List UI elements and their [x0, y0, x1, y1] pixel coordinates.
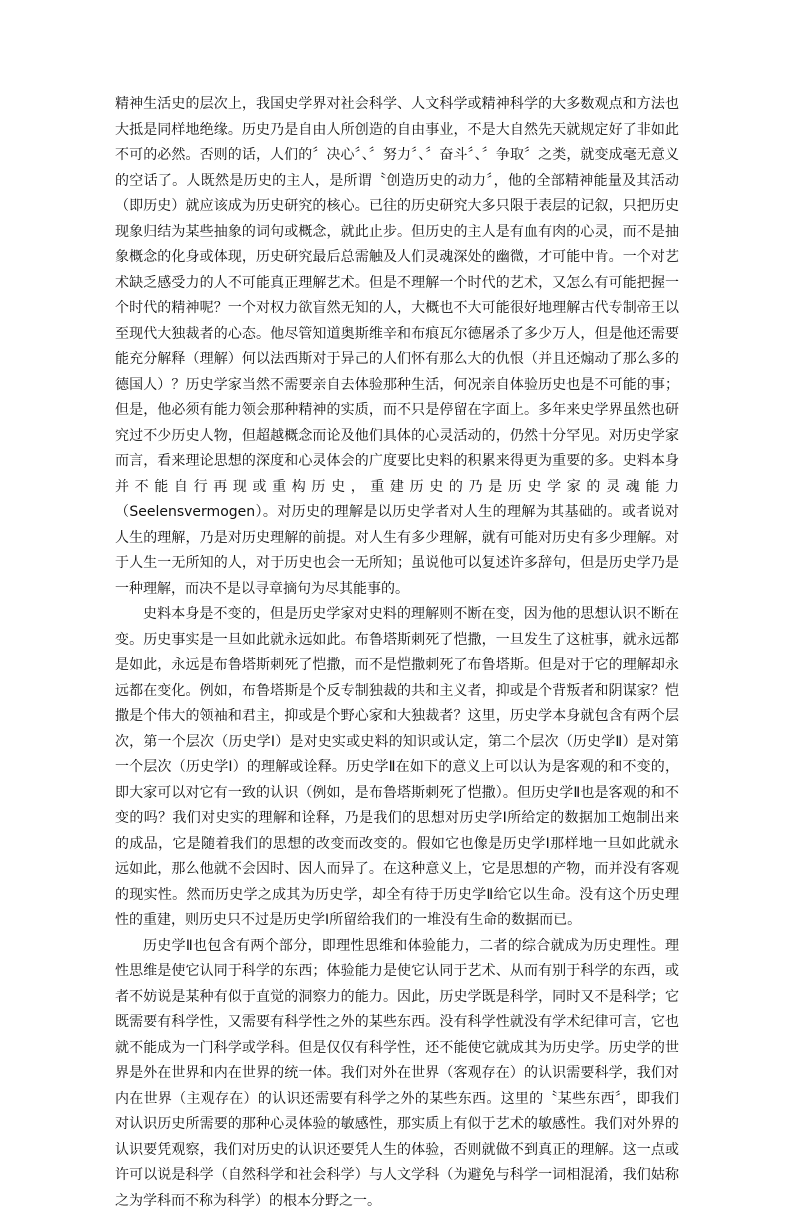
paragraph-2: 史料本身是不变的，但是历史学家对史料的理解则不断在变，因为他的思想认识不断在变。历史事实是一旦如此就永远如此。布鲁塔斯刺死了恺撒，一旦发生了这桩事，就永远都是如此，永远是布鲁塔斯刺死了恺撒，而不是恺撒刺死了布鲁塔斯。但是对于它的理解却永远都在变化。例如，布鲁塔斯是个反专制独裁的共和主义者，抑或是个背叛者和阴谋家？恺撒是个伟大的领袖和君主，抑或是个野心家和大独裁者？这里，历史学本身就包含有两个层次，第一个层次（历史学Ⅰ）是对史实或史料的知识或认定，第二个层次（历史学Ⅱ）是对第一个层次（历史学Ⅰ）的理解或诠释。历史学Ⅱ在如下的意义上可以认为是客观的和不变的，即大家可以对它有一致的认识（例如，是布鲁塔斯刺死了恺撒）。但历史学Ⅱ也是客观的和不变的吗？我们对史实的理解和诠释，乃是我们的思想对历史学Ⅰ所给定的数据加工炮制出来的成品，它是随着我们的思想的改变而改变的。假如它也像是历史学Ⅰ那样地一旦如此就永远如此，那么他就不会因时、因人而异了。在这种意义上，它是思想的产物，而并没有客观的现实性。然而历史学之成其为历史学，却全有待于历史学Ⅱ给它以生命。没有这个历史理性的重建，则历史只不过是历史学Ⅰ所留给我们的一堆没有生命的数据而已。	[115, 602, 679, 934]
paragraph-1: 精神生活史的层次上，我国史学界对社会科学、人文科学或精神科学的大多数观点和方法也大抵是同样地绝缘。历史乃是自由人所创造的自由事业，不是大自然先天就规定好了非如此不可的必然。否则的话，人们的〞决心〞、〞努力〞、〞奋斗〞、〞争取〞之类，就变成毫无意义的空话了。人既然是历史的主人，是所谓〝创造历史的动力〞，他的全部精神能量及其活动（即历史）就应该成为历史研究的核心。已往的历史研究大多只限于表层的记叙，只把历史现象归结为某些抽象的词句或概念，就此止步。但历史的主人是有血有肉的心灵，而不是抽象概念的化身或体现，历史研究最后总需触及人们灵魂深处的幽微，才可能中肯。一个对艺术缺乏感受力的人不可能真正理解艺术。但是不理解一个时代的艺术，又怎么有可能把握一个时代的精神呢？一个对权力欲盲然无知的人，大概也不大可能很好地理解古代专制帝王以至现代大独裁者的心态。他尽管知道奥斯维辛和布痕瓦尔德屠杀了多少万人，但是他还需要能充分解释（理解）何以法西斯对于异己的人们怀有那么大的仇恨（并且还煽动了那么多的德国人）？历史学家当然不需要亲自去体验那种生活，何况亲自体验历史也是不可能的事；但是，他必须有能力领会那种精神的实质，而不只是停留在字面上。多年来史学界虽然也研究过不少历史人物，但超越概念而论及他们具体的心灵活动的，仍然十分罕见。对历史学家而言，看来理论思想的深度和心灵体会的广度要比史料的积累来得更为重要的多。史料本身并不能自行再现或重构历史，重建历史的乃是历史学家的灵魂能力（Seelensvermogen）。对历史的理解是以历史学者对人生的理解为其基础的。或者说对人生的理解，乃是对历史理解的前提。对人生有多少理解，就有可能对历史有多少理解。对于人生一无所知的人，对于历史也会一无所知；虽说他可以复述许多辞句，但是历史学乃是一种理解，而决不是以寻章摘句为尽其能事的。	[115, 92, 679, 602]
document-page	[115, 92, 679, 1214]
paragraph-3: 历史学Ⅱ也包含有两个部分，即理性思维和体验能力，二者的综合就成为历史理性。理性思维是使它认同于科学的东西；体验能力是使它认同于艺术、从而有别于科学的东西，或者不妨说是某种有似于直觉的洞察力的能力。因此，历史学既是科学，同时又不是科学；它既需要有科学性，又需要有科学性之外的某些东西。没有科学性就没有学术纪律可言，它也就不能成为一门科学或学科。但是仅仅有科学性，还不能使它就成其为历史学。历史学的世界是外在世界和内在世界的统一体。我们对外在世界（客观存在）的认识需要科学，我们对内在世界（主观存在）的认识还需要有科学之外的某些东西。这里的〝某些东西〞，即我们对认识历史所需要的那种心灵体验的敏感性，那实质上有似于艺术的敏感性。我们对外界的认识要凭观察，我们对历史的认识还要凭人生的体验，否则就做不到真正的理解。这一点或许可以说是科学（自然科学和社会科学）与人文学科（为避免与科学一词相混淆，我们姑称之为学科而不称为科学）的根本分野之一。	[115, 934, 679, 1214]
